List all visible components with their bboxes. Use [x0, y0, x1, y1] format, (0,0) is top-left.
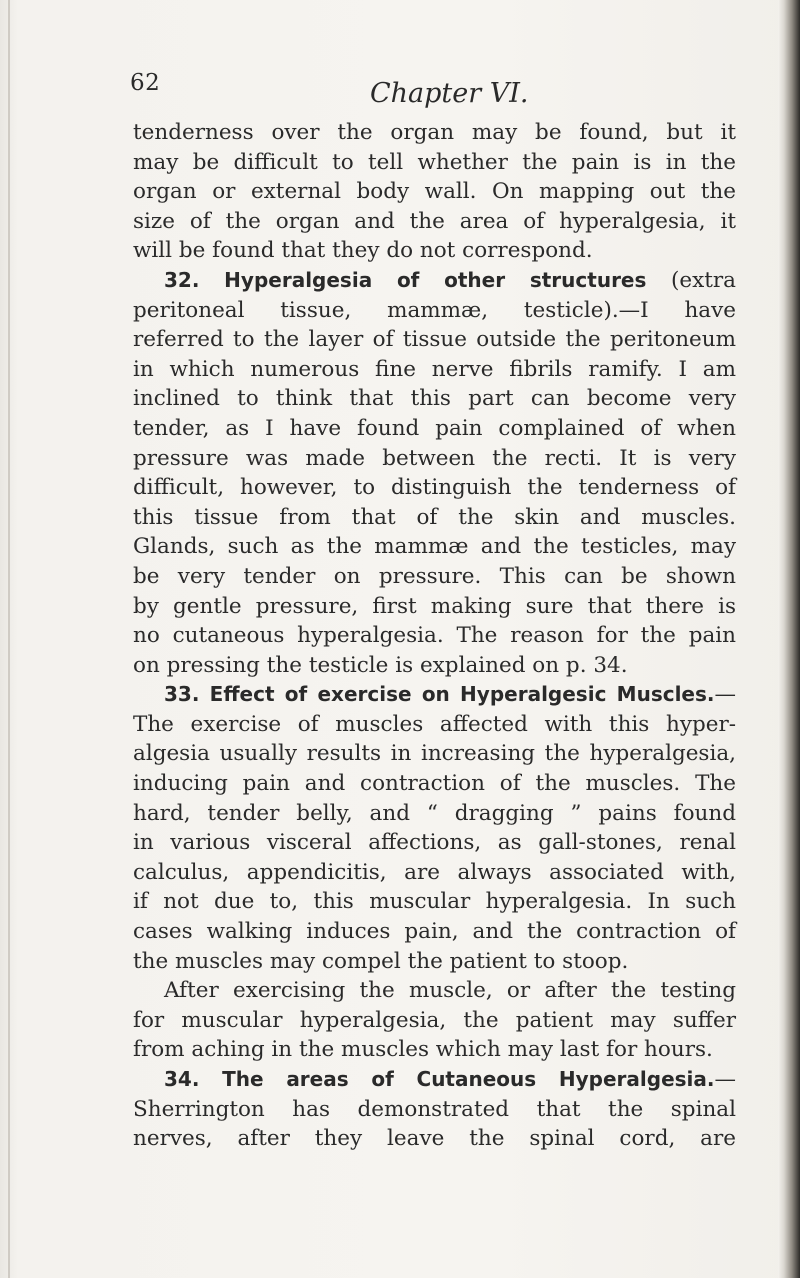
line-text: cases walking induces pain, and the contraction of	[133, 919, 736, 945]
line-text: may be difficult to tell whether the pain is in the	[133, 149, 736, 175]
line-text: hard, tender belly, and “ dragging ” pains found	[133, 800, 736, 826]
page-number: 62	[130, 70, 161, 96]
text-line	[133, 473, 736, 503]
line-text: inducing pain and contraction of the muscles. The	[133, 771, 736, 797]
text-line	[133, 710, 736, 740]
line-text: be very tender on pressure. This can be shown	[133, 563, 736, 589]
line-text: (extra	[646, 267, 737, 293]
text-line	[133, 917, 736, 947]
line-text: —	[714, 1067, 736, 1092]
line-text: —	[714, 682, 736, 708]
text-line	[133, 1095, 736, 1125]
line-text: for muscular hyperalgesia, the patient may suffer	[133, 1007, 736, 1033]
text-line	[133, 207, 736, 237]
text-line	[133, 355, 736, 385]
page-left-edge	[8, 0, 10, 1278]
line-text: difficult, however, to distinguish the tenderness of	[133, 475, 736, 501]
line-text: algesia usually results in increasing the hyperalgesia,	[133, 741, 736, 767]
chapter-title: Chapter VI.	[370, 78, 529, 109]
text-line	[133, 148, 736, 178]
page-binding-shadow	[778, 0, 800, 1278]
section-heading-line	[133, 680, 736, 710]
line-text: After exercising the muscle, or after the testing	[164, 978, 736, 1004]
line-text: organ or external body wall. On mapping out the	[133, 179, 736, 205]
line-text: inclined to think that this part can become very	[133, 386, 736, 412]
line-text: if not due to, this muscular hyperalgesia. In such	[133, 889, 736, 915]
line-text: Sherrington has demonstrated that the spinal	[133, 1096, 736, 1122]
line-text: The exercise of muscles affected with this hyper-	[133, 711, 736, 737]
text-line	[133, 1124, 736, 1154]
section-heading-line	[133, 266, 736, 296]
line-text: referred to the layer of tissue outside the peritoneum	[133, 327, 736, 353]
text-line	[133, 769, 736, 799]
text-line	[133, 503, 736, 533]
text-line	[133, 325, 736, 355]
line-text: size of the organ and the area of hyperalgesia, it	[133, 208, 736, 234]
line-text: from aching in the muscles which may last for hours.	[133, 1037, 713, 1063]
line-text: by gentle pressure, first making sure that there is	[133, 593, 736, 619]
line-text: peritoneal tissue, mammæ, testicle).—I have	[133, 297, 736, 323]
line-text: nerves, after they leave the spinal cord, are	[133, 1126, 736, 1152]
text-line	[133, 621, 736, 651]
text-line	[133, 799, 736, 829]
text-line	[133, 828, 736, 858]
text-line	[133, 414, 736, 444]
line-text: tenderness over the organ may be found, but it	[133, 120, 736, 145]
section-heading-line	[133, 1065, 736, 1095]
text-line	[133, 1035, 736, 1065]
line-text: calculus, appendicitis, are always associated with,	[133, 859, 736, 885]
text-line	[133, 562, 736, 592]
text-line	[133, 592, 736, 622]
line-text: on pressing the testicle is explained on p. 34.	[133, 652, 628, 678]
line-text: pressure was made between the recti. It is very	[133, 445, 736, 471]
section-heading: 33. Effect of exercise on Hyperalgesic Muscles.	[164, 682, 715, 707]
line-text: in various visceral affections, as gall-stones, renal	[133, 830, 736, 856]
text-line	[133, 444, 736, 474]
text-line	[133, 739, 736, 769]
page-header	[130, 70, 730, 110]
line-text: tender, as I have found pain complained of when	[133, 415, 736, 441]
text-line	[133, 947, 736, 977]
text-line	[133, 976, 736, 1006]
section-heading: 32. Hyperalgesia of other structures	[164, 267, 647, 292]
section-heading: 34. The areas of Cutaneous Hyperalgesia.	[164, 1067, 715, 1091]
line-text: in which numerous fine nerve fibrils ramify. I am	[133, 356, 736, 382]
text-line	[133, 1006, 736, 1036]
text-line	[133, 887, 736, 917]
line-text: no cutaneous hyperalgesia. The reason for the pain	[133, 623, 736, 649]
line-text: the muscles may compel the patient to stoop.	[133, 948, 629, 974]
text-line	[133, 384, 736, 414]
body-text	[133, 118, 736, 1154]
text-line	[133, 236, 736, 266]
text-line	[133, 651, 736, 681]
line-text: this tissue from that of the skin and muscles.	[133, 504, 736, 530]
text-line	[133, 296, 736, 326]
text-line	[133, 118, 736, 148]
line-text: Glands, such as the mammæ and the testicles, may	[133, 534, 736, 560]
text-line	[133, 177, 736, 207]
text-line	[133, 532, 736, 562]
text-line	[133, 858, 736, 888]
line-text: will be found that they do not correspond.	[133, 238, 593, 264]
